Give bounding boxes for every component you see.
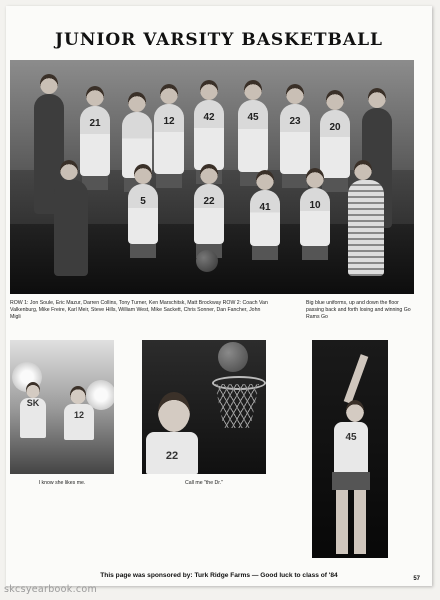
player-front-1 bbox=[54, 180, 88, 276]
jersey-number: 42 bbox=[203, 112, 215, 123]
player-back-4 bbox=[194, 100, 224, 170]
page-title: JUNIOR VARSITY BASKETBALL bbox=[54, 30, 384, 50]
team-photo bbox=[10, 60, 414, 294]
player-back-1 bbox=[80, 106, 110, 176]
jersey-number: 10 bbox=[309, 200, 321, 211]
basketball bbox=[196, 250, 218, 272]
raised-arm bbox=[344, 354, 369, 404]
player-front-5 bbox=[300, 188, 330, 246]
candid1-caption: I know she likes me. bbox=[38, 480, 86, 486]
player-shorts bbox=[332, 472, 370, 490]
jersey-number: 21 bbox=[89, 118, 101, 129]
roster-caption: ROW 1: Jon Soule, Eric Mazur, Darren Collins, Tony Turner, Ken Marschitsk, Matt Brockway ROW 2: Coach Van Valkenburg, Mike Freire, Karl Meir, Steve Hills, William West, Mike Sackett, Chris Sonner, Dan Fancher, John Migli bbox=[10, 300, 268, 320]
player-jersey: 12 bbox=[64, 404, 94, 440]
motto-caption: Big blue uniforms, up and down the floor passing back and forth losing and winning Go Rams Go bbox=[306, 300, 411, 320]
cheerleader-sweater: SK bbox=[20, 398, 46, 438]
player-jersey: 45 bbox=[334, 422, 368, 474]
player-back-6 bbox=[280, 104, 310, 174]
cheerleader-face bbox=[26, 382, 40, 398]
player-face bbox=[70, 386, 86, 404]
player-front-2 bbox=[128, 184, 158, 244]
jersey-number: 12 bbox=[163, 116, 175, 127]
jersey-number: 5 bbox=[140, 196, 146, 207]
jersey-number: 23 bbox=[289, 116, 301, 127]
player-front-3 bbox=[194, 184, 224, 244]
candid-photo-hoop bbox=[142, 340, 266, 474]
player-back-5 bbox=[238, 100, 268, 172]
player-back-3 bbox=[154, 104, 184, 174]
basketball bbox=[218, 342, 248, 372]
player-legs bbox=[336, 490, 366, 554]
player-face bbox=[158, 392, 190, 432]
hoop-net bbox=[215, 384, 259, 428]
candid-photo-shooter bbox=[312, 340, 388, 558]
player-front-4 bbox=[250, 190, 280, 246]
player-face bbox=[346, 400, 364, 422]
jersey-number: 45 bbox=[247, 112, 259, 123]
candid-photo-cheerleader bbox=[10, 340, 114, 474]
player-front-6 bbox=[348, 180, 384, 276]
jersey-number: 41 bbox=[259, 202, 271, 213]
page-number: 57 bbox=[413, 576, 420, 582]
candid2-caption: Call me "the Dr." bbox=[185, 480, 223, 486]
jersey-number: 22 bbox=[203, 196, 215, 207]
player-jersey: 22 bbox=[146, 432, 198, 474]
jersey-number: 20 bbox=[329, 122, 341, 133]
sponsor-footer: This page was sponsored by: Turk Ridge Farms — Good luck to class of '84 bbox=[100, 572, 338, 579]
yearbook-page bbox=[6, 6, 432, 586]
player-back-7 bbox=[320, 110, 350, 178]
site-watermark: skcsyearbook.com bbox=[4, 584, 98, 595]
